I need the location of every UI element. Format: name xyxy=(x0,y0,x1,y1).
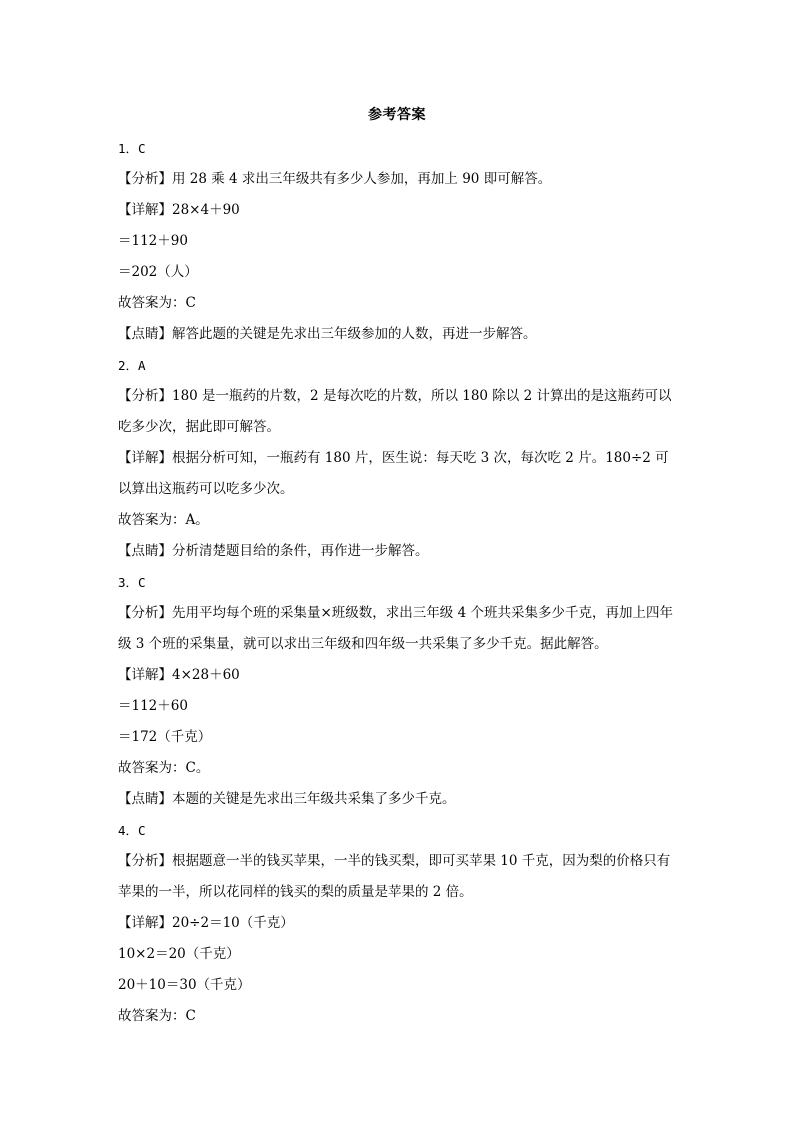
q4-number: 4．C xyxy=(118,823,146,838)
q1-step1: ＝112＋90 xyxy=(118,233,188,249)
q3-step2: ＝172（千克） xyxy=(118,729,212,745)
q3-detail: 【详解】4×28＋60 xyxy=(118,667,240,683)
q1-answer: 故答案为：C xyxy=(118,295,196,311)
q3-number: 3．C xyxy=(118,575,146,590)
q3-answer: 故答案为：C。 xyxy=(118,760,210,776)
q3-comment: 【点睛】本题的关键是先求出三年级共采集了多少千克。 xyxy=(118,791,456,807)
q1-step2: ＝202（人） xyxy=(118,264,198,280)
page-title: 参考答案 xyxy=(368,107,426,123)
q4-answer: 故答案为：C xyxy=(118,1008,196,1024)
q1-number: 1．C xyxy=(118,141,146,156)
q1-comment: 【点睛】解答此题的关键是先求出三年级参加的人数，再进一步解答。 xyxy=(118,326,537,342)
q1-detail: 【详解】28×4＋90 xyxy=(118,202,240,218)
q2-number: 2．A xyxy=(118,358,146,373)
q4-analysis: 【分析】根据题意一半的钱买苹果，一半的钱买梨，即可买苹果 10 千克，因为梨的价格只有苹果的一半，所以花同样的钱买的梨的质量是苹果的 2 倍。 xyxy=(118,853,671,900)
q3-step1: ＝112＋60 xyxy=(118,698,188,714)
q2-detail: 【详解】根据分析可知，一瓶药有 180 片，医生说：每天吃 3 次，每次吃 2 片。180÷2 可以算出这瓶药可以吃多少次。 xyxy=(118,450,669,497)
q4-step2: 20＋10＝30（千克） xyxy=(118,977,251,993)
answer-content xyxy=(118,133,678,1032)
q2-answer: 故答案为：A。 xyxy=(118,512,209,528)
q4-step1: 10×2＝20（千克） xyxy=(118,946,240,962)
q1-analysis: 【分析】用 28 乘 4 求出三年级共有多少人参加，再加上 90 即可解答。 xyxy=(118,171,552,187)
q2-analysis: 【分析】180 是一瓶药的片数，2 是每次吃的片数，所以 180 除以 2 计算出的是这瓶药可以吃多少次，据此即可解答。 xyxy=(118,388,672,435)
q4-detail: 【详解】20÷2＝10（千克） xyxy=(118,915,294,931)
q2-comment: 【点睛】分析清楚题目给的条件，再作进一步解答。 xyxy=(118,543,429,559)
q3-analysis: 【分析】先用平均每个班的采集量×班级数，求出三年级 4 个班共采集多少千克，再加上四年级 3 个班的采集量，就可以求出三年级和四年级一共采集了多少千克。据此解答。 xyxy=(118,605,673,652)
